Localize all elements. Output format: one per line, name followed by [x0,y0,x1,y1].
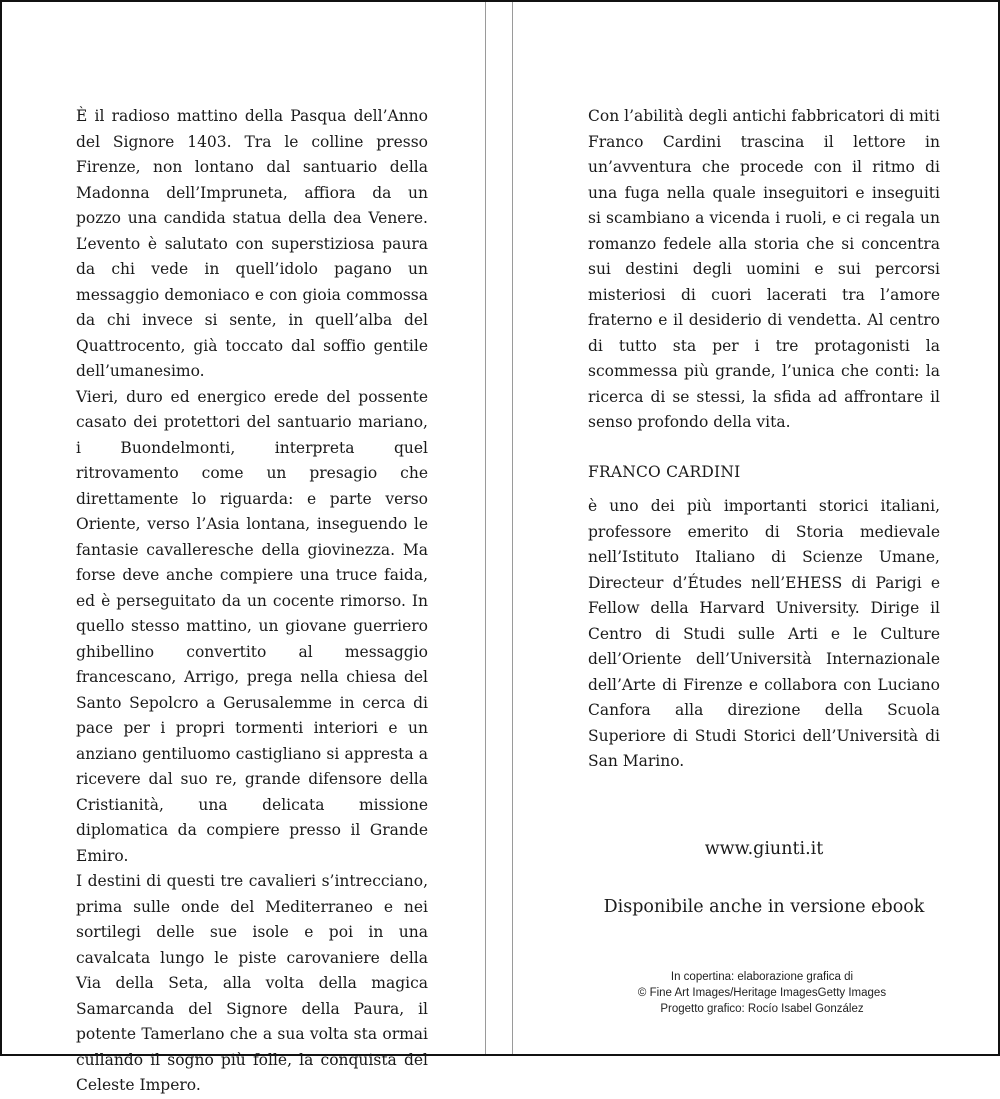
credit-line: Progetto grafico: Rocío Isabel González [660,1003,864,1015]
publisher-website: www.giunti.it [704,839,824,859]
synopsis-column [76,104,428,1099]
credit-line: © Fine Art Images/Heritage ImagesGetty Images [637,987,887,999]
blurb-paragraph: Con l’abilità degli antichi fabbricatori di miti Franco Cardini trascina il lettore in un’avventura che procede con il ritmo di una fuga nella quale inseguitori e inseguiti si scambiano a vicenda i ruoli, e ci regala un romanzo fedele alla storia che si concentra sui destini degli uomini e sui percorsi misteriosi di cuori lacerati tra l’amore fraterno e il desiderio di vendetta. Al centro di tutto sta per i tre protagonisti la scommessa più grande, l’unica che conti: la ricerca di se stessi, la sfida ad affrontare il senso profondo della vita. [588,107,940,431]
author-name: FRANCO CARDINI [588,463,741,481]
synopsis-paragraph: È il radioso mattino della Pasqua dell’Anno del Signore 1403. Tra le colline presso Firenze, non lontano dal santuario della Madonna dell’Impruneta, affiora da un pozzo una candida statua della dea Venere. L’evento è salutato con superstiziosa paura da chi vede in quell’idolo pagano un messaggio demoniaco e con gioia commossa da chi invece si sente, in quell’alba del Quattrocento, già toccato dal soffio gentile dell’umanesimo. [76,107,428,380]
credit-line: In copertina: elaborazione grafica di [670,971,854,983]
author-bio: è uno dei più importanti storici italiani, professore emerito di Storia medievale nell’Istituto Italiano di Scienze Umane, Directeur d’Études nell’EHESS di Parigi e Fellow della Harvard University. Dirige il Centro di Studi sulle Arti e le Culture dell’Oriente dell’Università Internazionale dell’Arte di Firenze e collabora con Luciano Canfora alla direzione della Scuola Superiore di Studi Storici dell’Università di San Marino. [588,497,940,770]
blurb-column [588,104,940,436]
synopsis-paragraph: I destini di questi tre cavalieri s’intrecciano, prima sulle onde del Mediterraneo e nei sortilegi delle sue isole e poi in una cavalcata lungo le piste carovaniere della Via della Seta, alla volta della magica Samarcanda del Signore della Paura, il potente Tamerlano che a sua volta sta ormai cullando il sogno più folle, la conquista del Celeste Impero. [76,872,428,1094]
cover-credits [562,969,962,1017]
fold-line-right [512,2,513,1054]
fold-line-left [485,2,486,1054]
synopsis-paragraph: Vieri, duro ed energico erede del possente casato dei protettori del santuario mariano, i Buondelmonti, interpreta quel ritrovamento come un presagio che direttamente lo riguarda: e parte verso Oriente, verso l’Asia lontana, inseguendo le fantasie cavalleresche della giovinezza. Ma forse deve anche compiere una truce faida, ed è perseguitato da un cocente rimorso. In quello stesso mattino, un giovane guerriero ghibellino convertito al messaggio francescano, Arrigo, prega nella chiesa del Santo Sepolcro a Gerusalemme in cerca di pace per i propri tormenti interiori e un anziano gentiluomo castigliano si appresta a ricevere dal suo re, grande difensore della Cristianità, una delicata missione diplomatica da compiere presso il Grande Emiro. [76,387,428,865]
ebook-note: Disponibile anche in versione ebook [603,897,925,917]
